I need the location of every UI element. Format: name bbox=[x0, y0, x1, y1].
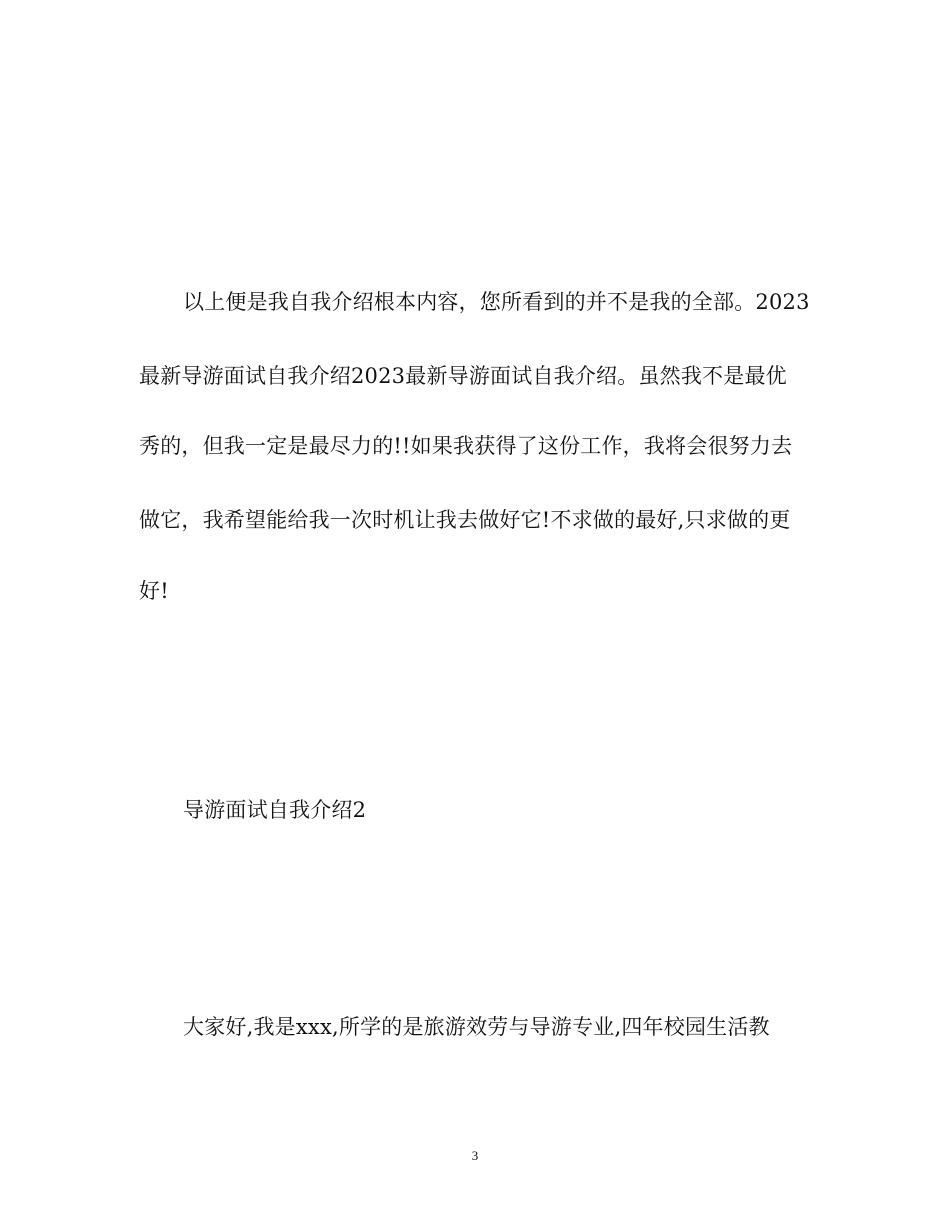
paragraph-1-line-4: 做它，我希望能给我一次时机让我去做好它!不求做的最好,只求做的更 bbox=[139, 508, 791, 532]
section-heading: 导游面试自我介绍2 bbox=[183, 798, 367, 822]
paragraph-1-line-2: 最新导游面试自我介绍2023最新导游面试自我介绍。虽然我不是最优 bbox=[139, 364, 787, 388]
paragraph-1-line-3: 秀的，但我一定是最尽力的!!如果我获得了这份工作，我将会很努力去 bbox=[139, 434, 793, 458]
paragraph-2-line-1: 大家好,我是xxx,所学的是旅游效劳与导游专业,四年校园生活教 bbox=[183, 1015, 770, 1039]
paragraph-1-line-5: 好! bbox=[139, 579, 169, 603]
page-number: 3 bbox=[471, 1148, 479, 1163]
paragraph-1-line-1: 以上便是我自我介绍根本内容，您所看到的并不是我的全部。2023 bbox=[183, 290, 810, 314]
